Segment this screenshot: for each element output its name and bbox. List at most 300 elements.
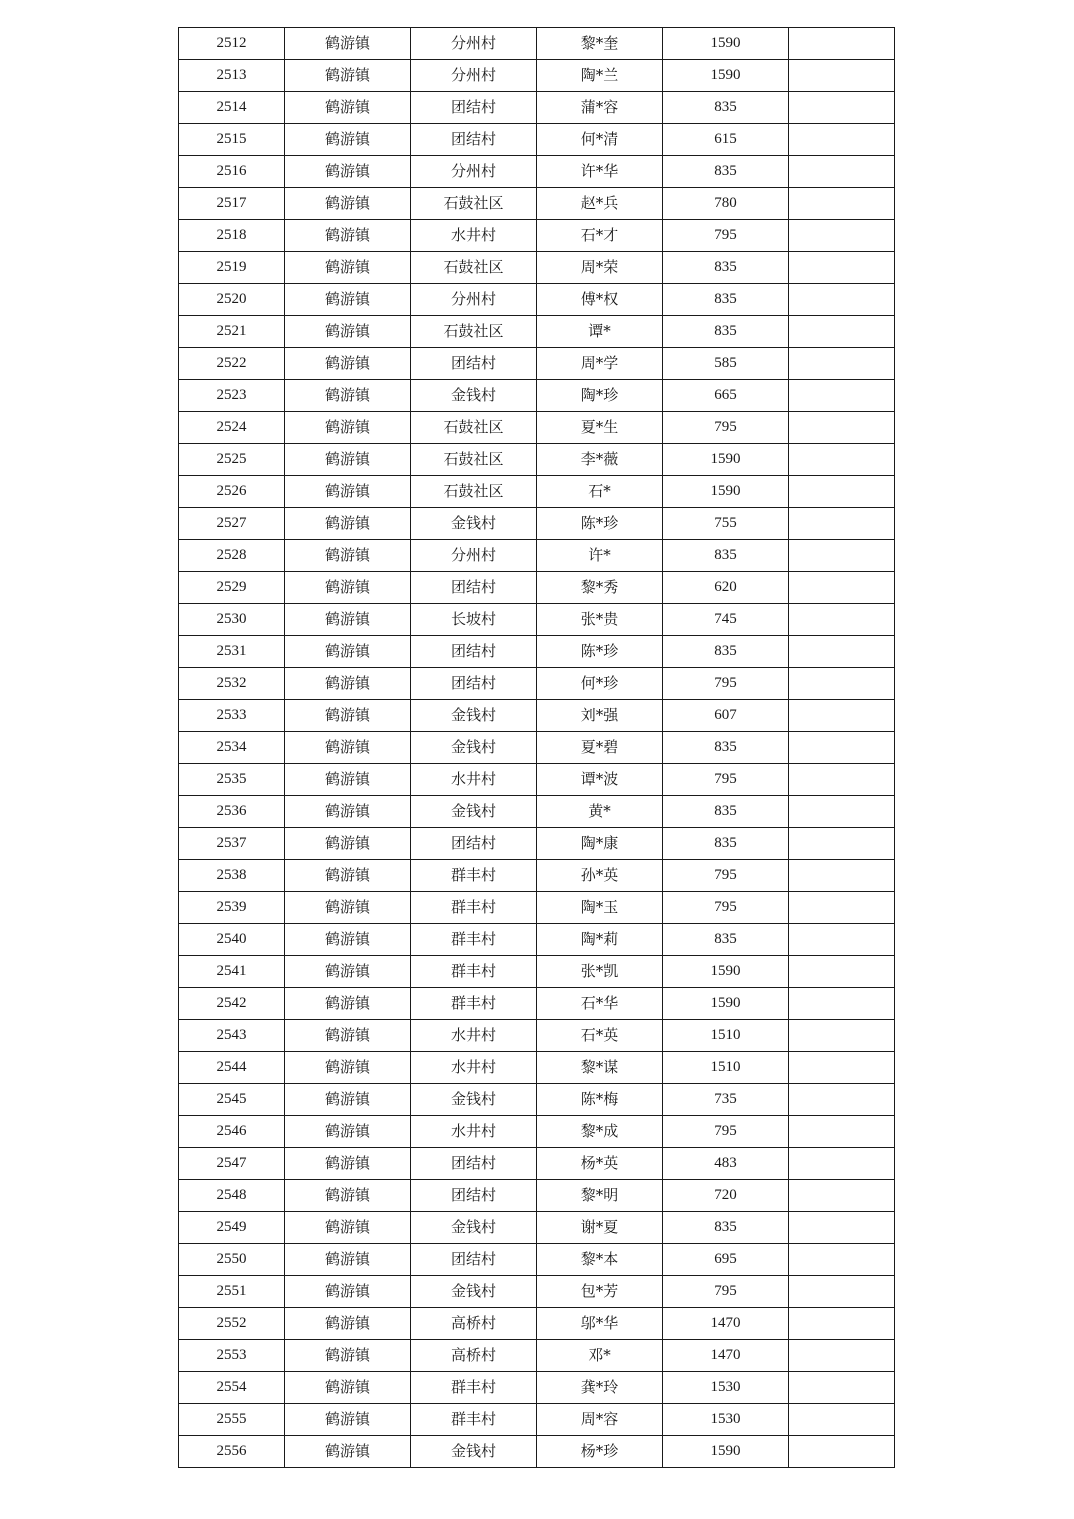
cell-town: 鹤游镇 <box>285 316 411 348</box>
cell-town: 鹤游镇 <box>285 1436 411 1468</box>
cell-amount: 835 <box>663 284 789 316</box>
cell-village: 金钱村 <box>411 1436 537 1468</box>
cell-serial-number: 2548 <box>179 1180 285 1212</box>
table-row <box>179 956 895 988</box>
cell-note <box>789 636 895 668</box>
cell-village: 团结村 <box>411 124 537 156</box>
cell-serial-number: 2528 <box>179 540 285 572</box>
cell-town: 鹤游镇 <box>285 988 411 1020</box>
cell-village: 金钱村 <box>411 1276 537 1308</box>
cell-note <box>789 1244 895 1276</box>
cell-note <box>789 1212 895 1244</box>
cell-note <box>789 220 895 252</box>
cell-note <box>789 508 895 540</box>
cell-village: 分州村 <box>411 60 537 92</box>
cell-town: 鹤游镇 <box>285 1340 411 1372</box>
table-row <box>179 476 895 508</box>
cell-amount: 1470 <box>663 1340 789 1372</box>
cell-amount: 795 <box>663 412 789 444</box>
cell-note <box>789 444 895 476</box>
cell-town: 鹤游镇 <box>285 924 411 956</box>
cell-town: 鹤游镇 <box>285 380 411 412</box>
cell-town: 鹤游镇 <box>285 1404 411 1436</box>
cell-serial-number: 2554 <box>179 1372 285 1404</box>
cell-serial-number: 2529 <box>179 572 285 604</box>
cell-serial-number: 2533 <box>179 700 285 732</box>
cell-note <box>789 28 895 60</box>
table-row <box>179 540 895 572</box>
cell-village: 水井村 <box>411 1116 537 1148</box>
cell-village: 金钱村 <box>411 732 537 764</box>
cell-town: 鹤游镇 <box>285 732 411 764</box>
cell-note <box>789 892 895 924</box>
cell-amount: 1530 <box>663 1404 789 1436</box>
cell-serial-number: 2541 <box>179 956 285 988</box>
cell-amount: 1590 <box>663 988 789 1020</box>
cell-amount: 835 <box>663 156 789 188</box>
cell-village: 团结村 <box>411 1148 537 1180</box>
cell-town: 鹤游镇 <box>285 828 411 860</box>
cell-serial-number: 2555 <box>179 1404 285 1436</box>
cell-note <box>789 1148 895 1180</box>
cell-town: 鹤游镇 <box>285 540 411 572</box>
cell-person-name: 张*贵 <box>537 604 663 636</box>
cell-village: 团结村 <box>411 828 537 860</box>
cell-town: 鹤游镇 <box>285 572 411 604</box>
cell-village: 金钱村 <box>411 1212 537 1244</box>
table-row <box>179 764 895 796</box>
cell-amount: 695 <box>663 1244 789 1276</box>
cell-town: 鹤游镇 <box>285 188 411 220</box>
cell-person-name: 石*才 <box>537 220 663 252</box>
cell-village: 长坡村 <box>411 604 537 636</box>
cell-person-name: 夏*碧 <box>537 732 663 764</box>
cell-note <box>789 1340 895 1372</box>
cell-person-name: 黎*明 <box>537 1180 663 1212</box>
cell-amount: 835 <box>663 252 789 284</box>
cell-village: 水井村 <box>411 764 537 796</box>
cell-serial-number: 2556 <box>179 1436 285 1468</box>
cell-note <box>789 1116 895 1148</box>
cell-serial-number: 2519 <box>179 252 285 284</box>
cell-amount: 835 <box>663 316 789 348</box>
cell-amount: 795 <box>663 764 789 796</box>
cell-village: 团结村 <box>411 668 537 700</box>
cell-amount: 607 <box>663 700 789 732</box>
cell-person-name: 傅*权 <box>537 284 663 316</box>
cell-village: 群丰村 <box>411 956 537 988</box>
cell-person-name: 许*华 <box>537 156 663 188</box>
table-row <box>179 732 895 764</box>
cell-serial-number: 2545 <box>179 1084 285 1116</box>
cell-town: 鹤游镇 <box>285 1308 411 1340</box>
table-row <box>179 92 895 124</box>
cell-amount: 835 <box>663 796 789 828</box>
cell-note <box>789 764 895 796</box>
table-row <box>179 444 895 476</box>
table-row <box>179 316 895 348</box>
cell-village: 团结村 <box>411 1180 537 1212</box>
cell-serial-number: 2515 <box>179 124 285 156</box>
table-row <box>179 988 895 1020</box>
cell-person-name: 石*英 <box>537 1020 663 1052</box>
table-row <box>179 156 895 188</box>
cell-person-name: 周*荣 <box>537 252 663 284</box>
cell-amount: 755 <box>663 508 789 540</box>
cell-note <box>789 316 895 348</box>
table-row <box>179 1084 895 1116</box>
cell-note <box>789 700 895 732</box>
cell-village: 分州村 <box>411 156 537 188</box>
cell-person-name: 石* <box>537 476 663 508</box>
cell-village: 金钱村 <box>411 508 537 540</box>
cell-village: 分州村 <box>411 284 537 316</box>
cell-serial-number: 2552 <box>179 1308 285 1340</box>
table-row <box>179 1276 895 1308</box>
cell-person-name: 许* <box>537 540 663 572</box>
cell-town: 鹤游镇 <box>285 1372 411 1404</box>
cell-amount: 835 <box>663 92 789 124</box>
cell-amount: 835 <box>663 732 789 764</box>
table-row <box>179 796 895 828</box>
table-row <box>179 1116 895 1148</box>
table-row <box>179 1340 895 1372</box>
cell-note <box>789 540 895 572</box>
cell-serial-number: 2526 <box>179 476 285 508</box>
cell-amount: 1510 <box>663 1020 789 1052</box>
cell-amount: 795 <box>663 860 789 892</box>
cell-note <box>789 668 895 700</box>
cell-serial-number: 2539 <box>179 892 285 924</box>
table-row <box>179 28 895 60</box>
cell-town: 鹤游镇 <box>285 700 411 732</box>
cell-amount: 1530 <box>663 1372 789 1404</box>
document-page <box>178 27 895 1468</box>
cell-person-name: 陶*珍 <box>537 380 663 412</box>
cell-person-name: 邓* <box>537 1340 663 1372</box>
cell-person-name: 龚*玲 <box>537 1372 663 1404</box>
table-row <box>179 348 895 380</box>
table-row <box>179 636 895 668</box>
cell-note <box>789 476 895 508</box>
cell-village: 群丰村 <box>411 924 537 956</box>
cell-town: 鹤游镇 <box>285 1020 411 1052</box>
table-row <box>179 1180 895 1212</box>
cell-person-name: 何*珍 <box>537 668 663 700</box>
cell-serial-number: 2516 <box>179 156 285 188</box>
table-row <box>179 1212 895 1244</box>
cell-person-name: 包*芳 <box>537 1276 663 1308</box>
cell-amount: 795 <box>663 668 789 700</box>
table-row <box>179 1148 895 1180</box>
cell-town: 鹤游镇 <box>285 92 411 124</box>
cell-note <box>789 380 895 412</box>
cell-note <box>789 60 895 92</box>
cell-village: 群丰村 <box>411 860 537 892</box>
cell-serial-number: 2542 <box>179 988 285 1020</box>
cell-person-name: 何*清 <box>537 124 663 156</box>
cell-village: 石鼓社区 <box>411 188 537 220</box>
cell-note <box>789 860 895 892</box>
cell-note <box>789 604 895 636</box>
cell-person-name: 陶*玉 <box>537 892 663 924</box>
cell-town: 鹤游镇 <box>285 1116 411 1148</box>
cell-village: 群丰村 <box>411 1372 537 1404</box>
cell-village: 团结村 <box>411 636 537 668</box>
cell-village: 团结村 <box>411 348 537 380</box>
cell-serial-number: 2543 <box>179 1020 285 1052</box>
cell-note <box>789 1404 895 1436</box>
table-row <box>179 252 895 284</box>
cell-amount: 1470 <box>663 1308 789 1340</box>
table-row <box>179 1372 895 1404</box>
cell-town: 鹤游镇 <box>285 508 411 540</box>
cell-village: 团结村 <box>411 1244 537 1276</box>
cell-amount: 835 <box>663 924 789 956</box>
cell-amount: 745 <box>663 604 789 636</box>
table-row <box>179 828 895 860</box>
cell-note <box>789 284 895 316</box>
cell-note <box>789 828 895 860</box>
cell-amount: 1590 <box>663 956 789 988</box>
cell-serial-number: 2518 <box>179 220 285 252</box>
cell-amount: 1590 <box>663 1436 789 1468</box>
cell-amount: 735 <box>663 1084 789 1116</box>
cell-town: 鹤游镇 <box>285 1212 411 1244</box>
cell-town: 鹤游镇 <box>285 892 411 924</box>
cell-note <box>789 1180 895 1212</box>
cell-person-name: 陈*珍 <box>537 636 663 668</box>
cell-amount: 835 <box>663 828 789 860</box>
cell-village: 石鼓社区 <box>411 444 537 476</box>
cell-person-name: 陶*莉 <box>537 924 663 956</box>
cell-note <box>789 412 895 444</box>
table-row <box>179 604 895 636</box>
cell-town: 鹤游镇 <box>285 1052 411 1084</box>
table-row <box>179 60 895 92</box>
cell-town: 鹤游镇 <box>285 636 411 668</box>
cell-town: 鹤游镇 <box>285 60 411 92</box>
cell-amount: 483 <box>663 1148 789 1180</box>
cell-person-name: 石*华 <box>537 988 663 1020</box>
cell-note <box>789 924 895 956</box>
cell-person-name: 陶*兰 <box>537 60 663 92</box>
cell-person-name: 黄* <box>537 796 663 828</box>
cell-amount: 720 <box>663 1180 789 1212</box>
cell-village: 水井村 <box>411 1052 537 1084</box>
cell-person-name: 赵*兵 <box>537 188 663 220</box>
cell-serial-number: 2523 <box>179 380 285 412</box>
cell-note <box>789 1308 895 1340</box>
cell-amount: 1590 <box>663 60 789 92</box>
cell-town: 鹤游镇 <box>285 1276 411 1308</box>
cell-town: 鹤游镇 <box>285 604 411 636</box>
cell-person-name: 夏*生 <box>537 412 663 444</box>
cell-town: 鹤游镇 <box>285 956 411 988</box>
cell-amount: 620 <box>663 572 789 604</box>
cell-village: 群丰村 <box>411 1404 537 1436</box>
cell-village: 水井村 <box>411 1020 537 1052</box>
cell-amount: 835 <box>663 540 789 572</box>
cell-note <box>789 956 895 988</box>
cell-town: 鹤游镇 <box>285 28 411 60</box>
table-row <box>179 1052 895 1084</box>
cell-amount: 795 <box>663 892 789 924</box>
cell-person-name: 黎*奎 <box>537 28 663 60</box>
table-row <box>179 1436 895 1468</box>
cell-person-name: 谭* <box>537 316 663 348</box>
cell-village: 分州村 <box>411 28 537 60</box>
cell-person-name: 黎*本 <box>537 1244 663 1276</box>
cell-town: 鹤游镇 <box>285 860 411 892</box>
cell-village: 团结村 <box>411 92 537 124</box>
cell-town: 鹤游镇 <box>285 1084 411 1116</box>
cell-town: 鹤游镇 <box>285 1148 411 1180</box>
table-body <box>179 28 895 1468</box>
cell-village: 高桥村 <box>411 1308 537 1340</box>
cell-note <box>789 188 895 220</box>
cell-village: 石鼓社区 <box>411 252 537 284</box>
cell-town: 鹤游镇 <box>285 668 411 700</box>
cell-town: 鹤游镇 <box>285 348 411 380</box>
cell-serial-number: 2521 <box>179 316 285 348</box>
cell-serial-number: 2522 <box>179 348 285 380</box>
cell-serial-number: 2547 <box>179 1148 285 1180</box>
cell-note <box>789 732 895 764</box>
cell-amount: 780 <box>663 188 789 220</box>
table-row <box>179 700 895 732</box>
cell-amount: 1590 <box>663 476 789 508</box>
cell-person-name: 黎*成 <box>537 1116 663 1148</box>
cell-serial-number: 2512 <box>179 28 285 60</box>
cell-person-name: 周*容 <box>537 1404 663 1436</box>
cell-serial-number: 2525 <box>179 444 285 476</box>
cell-person-name: 陈*梅 <box>537 1084 663 1116</box>
cell-village: 群丰村 <box>411 892 537 924</box>
cell-amount: 1510 <box>663 1052 789 1084</box>
cell-person-name: 黎*谋 <box>537 1052 663 1084</box>
cell-town: 鹤游镇 <box>285 124 411 156</box>
cell-note <box>789 1436 895 1468</box>
cell-amount: 835 <box>663 636 789 668</box>
cell-town: 鹤游镇 <box>285 764 411 796</box>
cell-amount: 795 <box>663 220 789 252</box>
cell-town: 鹤游镇 <box>285 1180 411 1212</box>
table-row <box>179 508 895 540</box>
cell-person-name: 蒲*容 <box>537 92 663 124</box>
cell-person-name: 孙*英 <box>537 860 663 892</box>
cell-town: 鹤游镇 <box>285 156 411 188</box>
cell-amount: 665 <box>663 380 789 412</box>
table-row <box>179 1404 895 1436</box>
cell-serial-number: 2532 <box>179 668 285 700</box>
cell-serial-number: 2549 <box>179 1212 285 1244</box>
cell-village: 金钱村 <box>411 796 537 828</box>
cell-person-name: 谭*波 <box>537 764 663 796</box>
data-table <box>178 27 895 1468</box>
table-row <box>179 668 895 700</box>
cell-village: 水井村 <box>411 220 537 252</box>
cell-serial-number: 2544 <box>179 1052 285 1084</box>
table-row <box>179 380 895 412</box>
cell-person-name: 邬*华 <box>537 1308 663 1340</box>
cell-note <box>789 988 895 1020</box>
cell-note <box>789 156 895 188</box>
table-row <box>179 572 895 604</box>
cell-note <box>789 348 895 380</box>
cell-serial-number: 2546 <box>179 1116 285 1148</box>
cell-note <box>789 572 895 604</box>
cell-town: 鹤游镇 <box>285 1244 411 1276</box>
cell-town: 鹤游镇 <box>285 476 411 508</box>
cell-village: 分州村 <box>411 540 537 572</box>
cell-town: 鹤游镇 <box>285 444 411 476</box>
cell-person-name: 谢*夏 <box>537 1212 663 1244</box>
cell-village: 金钱村 <box>411 380 537 412</box>
cell-serial-number: 2531 <box>179 636 285 668</box>
table-row <box>179 860 895 892</box>
cell-amount: 795 <box>663 1116 789 1148</box>
cell-person-name: 李*薇 <box>537 444 663 476</box>
cell-town: 鹤游镇 <box>285 284 411 316</box>
cell-amount: 615 <box>663 124 789 156</box>
cell-village: 金钱村 <box>411 1084 537 1116</box>
cell-village: 团结村 <box>411 572 537 604</box>
cell-village: 高桥村 <box>411 1340 537 1372</box>
cell-person-name: 张*凯 <box>537 956 663 988</box>
cell-person-name: 杨*珍 <box>537 1436 663 1468</box>
cell-note <box>789 124 895 156</box>
cell-serial-number: 2537 <box>179 828 285 860</box>
cell-amount: 1590 <box>663 444 789 476</box>
cell-serial-number: 2534 <box>179 732 285 764</box>
cell-note <box>789 92 895 124</box>
cell-village: 石鼓社区 <box>411 316 537 348</box>
cell-note <box>789 1020 895 1052</box>
cell-person-name: 刘*强 <box>537 700 663 732</box>
table-row <box>179 284 895 316</box>
table-row <box>179 124 895 156</box>
cell-note <box>789 1276 895 1308</box>
table-row <box>179 924 895 956</box>
cell-note <box>789 1084 895 1116</box>
table-row <box>179 1244 895 1276</box>
cell-serial-number: 2550 <box>179 1244 285 1276</box>
cell-person-name: 黎*秀 <box>537 572 663 604</box>
cell-village: 金钱村 <box>411 700 537 732</box>
cell-town: 鹤游镇 <box>285 252 411 284</box>
cell-amount: 1590 <box>663 28 789 60</box>
table-row <box>179 188 895 220</box>
cell-serial-number: 2530 <box>179 604 285 636</box>
cell-serial-number: 2553 <box>179 1340 285 1372</box>
cell-village: 石鼓社区 <box>411 476 537 508</box>
cell-town: 鹤游镇 <box>285 412 411 444</box>
cell-serial-number: 2538 <box>179 860 285 892</box>
cell-person-name: 周*学 <box>537 348 663 380</box>
table-row <box>179 1308 895 1340</box>
cell-note <box>789 252 895 284</box>
cell-serial-number: 2540 <box>179 924 285 956</box>
cell-serial-number: 2517 <box>179 188 285 220</box>
cell-serial-number: 2524 <box>179 412 285 444</box>
cell-amount: 795 <box>663 1276 789 1308</box>
cell-serial-number: 2514 <box>179 92 285 124</box>
cell-town: 鹤游镇 <box>285 220 411 252</box>
cell-serial-number: 2513 <box>179 60 285 92</box>
cell-village: 群丰村 <box>411 988 537 1020</box>
cell-serial-number: 2520 <box>179 284 285 316</box>
